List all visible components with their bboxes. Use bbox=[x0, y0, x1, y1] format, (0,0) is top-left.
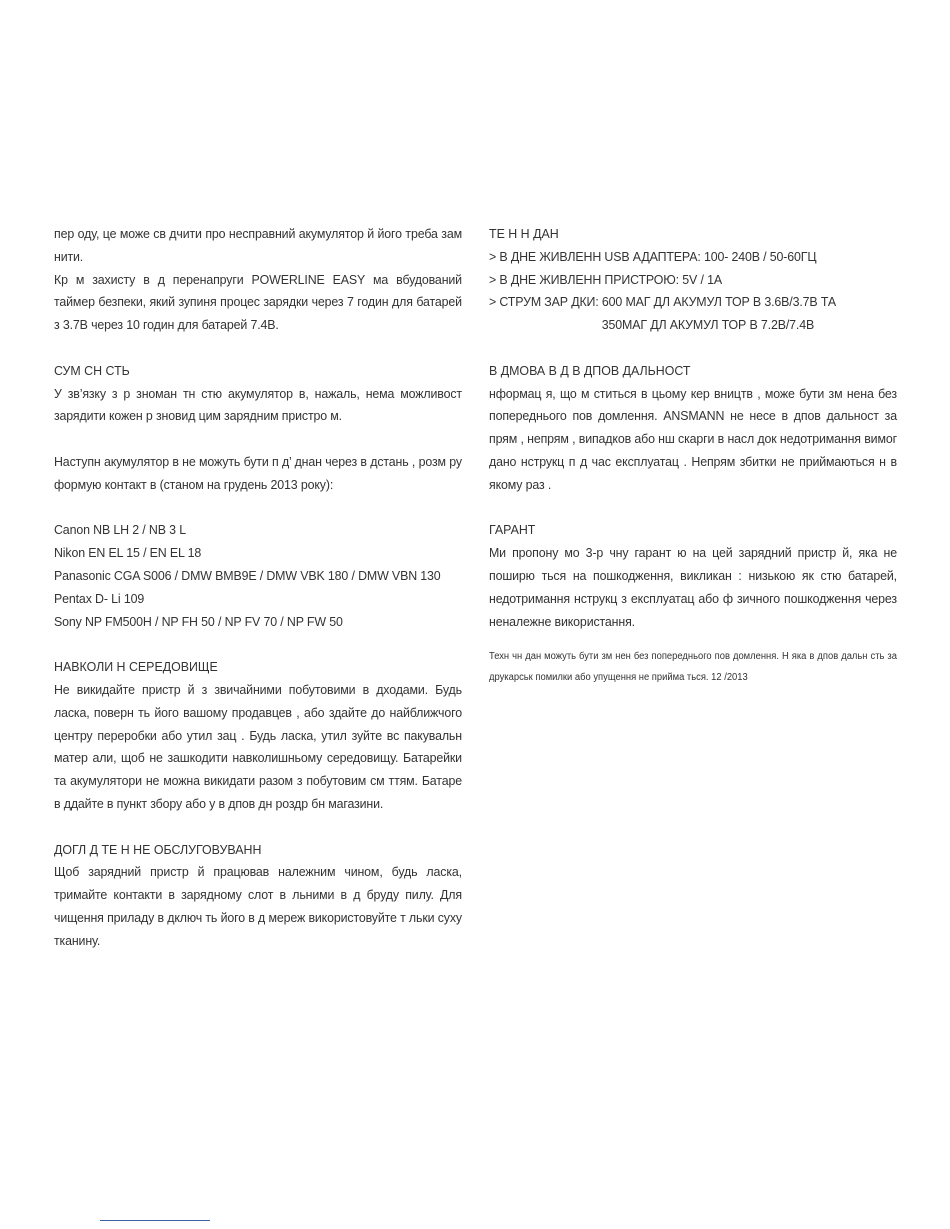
tech-data-heading: ТЕ Н Н ДАН bbox=[489, 226, 559, 241]
battery-list bbox=[54, 519, 462, 633]
incompatible-intro: Наступн акумулятор в не можуть бути п д’ днан через в дстань , розм ру формую контакт в (станом на грудень 2013 року): bbox=[54, 453, 462, 492]
overvoltage-paragraph: Кр м захисту в д перенапруги POWERLINE EASY ма вбудований таймер безпеки, який зупиня процес зарядки через 7 годин для батарей з 3.7В через 10 годин для батарей 7.4В. bbox=[54, 271, 462, 333]
tech-line: > В ДНЕ ЖИВЛЕНН ПРИСТРОЮ: 5V / 1A bbox=[489, 271, 722, 287]
battery-item: Nikon EN EL 15 / EN EL 18 bbox=[54, 545, 202, 561]
liability-heading: В ДМОВА В Д В ДПОВ ДАЛЬНОСТ bbox=[489, 362, 691, 378]
battery-item: Panasonic CGA S006 / DMW BMB9E / DMW VBK 180 / DMW VBN 130 bbox=[54, 567, 441, 583]
warranty-heading: ГАРАНТ bbox=[489, 522, 536, 538]
tech-line-continuation bbox=[489, 314, 897, 337]
battery-item: Pentax D- Li 109 bbox=[54, 590, 145, 606]
tech-line: > СТРУМ ЗАР ДКИ: 600 МАГ ДЛ АКУМУЛ ТОР В 3.6В/3.7В ТА bbox=[489, 294, 836, 310]
care-paragraph: Щоб зарядний пристр й працював належним чином, будь ласка, тримайте контакти в зарядному слот в льними в д бруду пилу. Для чищення приладу в дключ ть його в д мереж використовуйте т льки суху тканину. bbox=[54, 864, 462, 948]
left-column bbox=[54, 223, 462, 953]
compatibility-paragraph: У зв’язку з р зноман тн стю акумулятор в, нажаль, нема можливост зарядити кожен р зновид цим зарядним пристро м. bbox=[54, 385, 462, 424]
footnote: Техн чн дан можуть бути зм нен без попереднього пов домлення. Н яка в дпов дальн сть за друкарськ помилки або упущення не прийма ться. 12 /2013 bbox=[489, 651, 897, 683]
battery-item: Canon NB LH 2 / NB 3 L bbox=[54, 522, 186, 538]
bottom-rule bbox=[100, 1220, 210, 1221]
tech-line-continuation-text: 350МАГ ДЛ АКУМУЛ ТОР В 7.2В/7.4В bbox=[601, 317, 815, 333]
compatibility-heading: СУМ СН СТЬ bbox=[54, 362, 130, 378]
right-column bbox=[489, 223, 897, 688]
battery-item: Sony NP FM500H / NP FH 50 / NP FV 70 / NP FW 50 bbox=[54, 613, 343, 629]
liability-paragraph: нформац я, що м ститься в цьому кер вництв , може бути зм нена без попереднього пов домлення. ANSMANN не несе в дпов дальност за прям , непрям , випадков або нш скарги в насл док недотримання вимог дано нструкц п д час експлуатац . Непрям збитки не приймаються н в якому раз . bbox=[489, 385, 897, 492]
warranty-paragraph: Ми пропону мо 3-р чну гарант ю на цей зарядний пристр й, яка не поширю ться на пошкодження, викликан : низькою як стю батарей, недотримання нструкц з експлуатац або ф зичного пошкодження через неналежне використання. bbox=[489, 545, 897, 629]
intro-paragraph: пер оду, це може св дчити про несправний акумулятор й його треба зам нити. bbox=[54, 226, 462, 264]
care-heading: ДОГЛ Д ТЕ Н НЕ ОБСЛУГОВУВАНН bbox=[54, 841, 262, 857]
environment-paragraph: Не викидайте пристр й з звичайними побутовими в дходами. Будь ласка, поверн ть його вашому продавцев , або здайте до найближчого центру переробки або утил зац . Будь ласка, утил зуйте вс пакувальн матер али, щоб не зашкодити навколишньому середовищу. Батарейки та акумулятори не можна викидати разом з побутовим см ттям. Батаре в ддайте в пункт збору або у в дпов дн роздр бн магазини. bbox=[54, 681, 462, 811]
tech-line: > В ДНЕ ЖИВЛЕНН USB АДАПТЕРА: 100- 240В / 50-60ГЦ bbox=[489, 248, 817, 264]
environment-heading: НАВКОЛИ Н СЕРЕДОВИЩЕ bbox=[54, 659, 218, 675]
